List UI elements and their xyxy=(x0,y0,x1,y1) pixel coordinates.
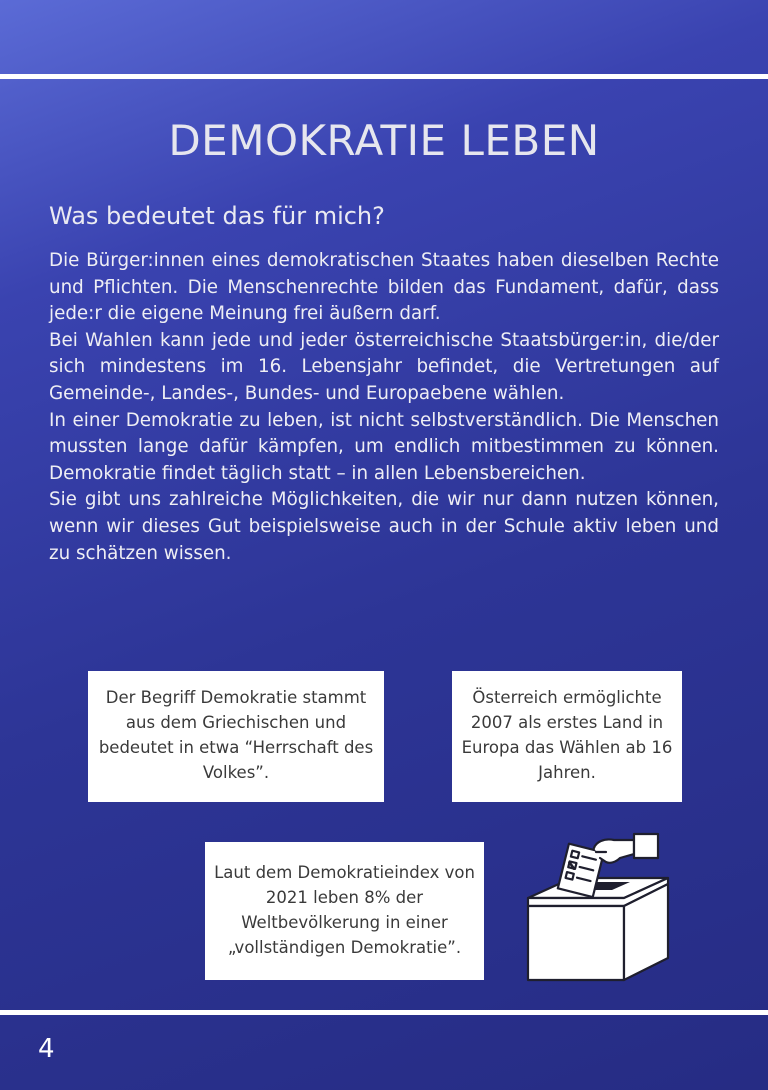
section-subtitle: Was bedeutet das für mich? xyxy=(49,202,385,230)
paragraph-rights: Die Bürger:innen eines demokratischen Staates haben dieselben Rechte und Pflichten. Die Menschenrechte bilden das Fundament, dafür, dass jede:r die eigene Meinung frei äußern darf. xyxy=(49,250,719,325)
paragraph-opportunities: Sie gibt uns zahlreiche Möglichkeiten, die wir nur dann nutzen können, wenn wir dieses Gut beispielsweise auch in der Schule aktiv leben und zu schätzen wissen. xyxy=(49,489,719,564)
info-box-austria-voting-age xyxy=(452,671,682,802)
top-divider xyxy=(0,74,768,79)
page-title: DEMOKRATIE LEBEN xyxy=(168,116,600,165)
bottom-divider xyxy=(0,1010,768,1015)
paragraph-elections: Bei Wahlen kann jede und jeder österreichische Staatsbürger:in, die/der sich mindestens im 16. Lebensjahr befindet, die Vertretungen auf Gemeinde-, Landes-, Bundes- und Europaebene wählen. xyxy=(49,329,719,404)
paragraph-history: In einer Demokratie zu leben, ist nicht selbstverständlich. Die Menschen mussten lange dafür kämpfen, um endlich mitbestimmen zu können. Demokratie findet täglich statt – in allen Lebensbereichen. xyxy=(49,409,719,484)
info-box-democracy-index xyxy=(205,842,484,980)
body-text xyxy=(49,248,719,567)
info-box-text: Österreich ermöglichte 2007 als erstes Land in Europa das Wählen ab 16 Jahren. xyxy=(461,688,673,782)
info-box-text: Der Begriff Demokratie stammt aus dem Griechischen und bedeutet in etwa “Herrschaft des Volkes”. xyxy=(98,688,374,782)
info-box-greek-origin xyxy=(88,671,384,802)
page-number: 4 xyxy=(38,1034,55,1064)
info-box-text: Laut dem Demokratieindex von 2021 leben 8% der Weltbevölkerung in einer „vollständigen Demokratie”. xyxy=(214,863,475,957)
ballot-box-icon xyxy=(522,826,672,986)
